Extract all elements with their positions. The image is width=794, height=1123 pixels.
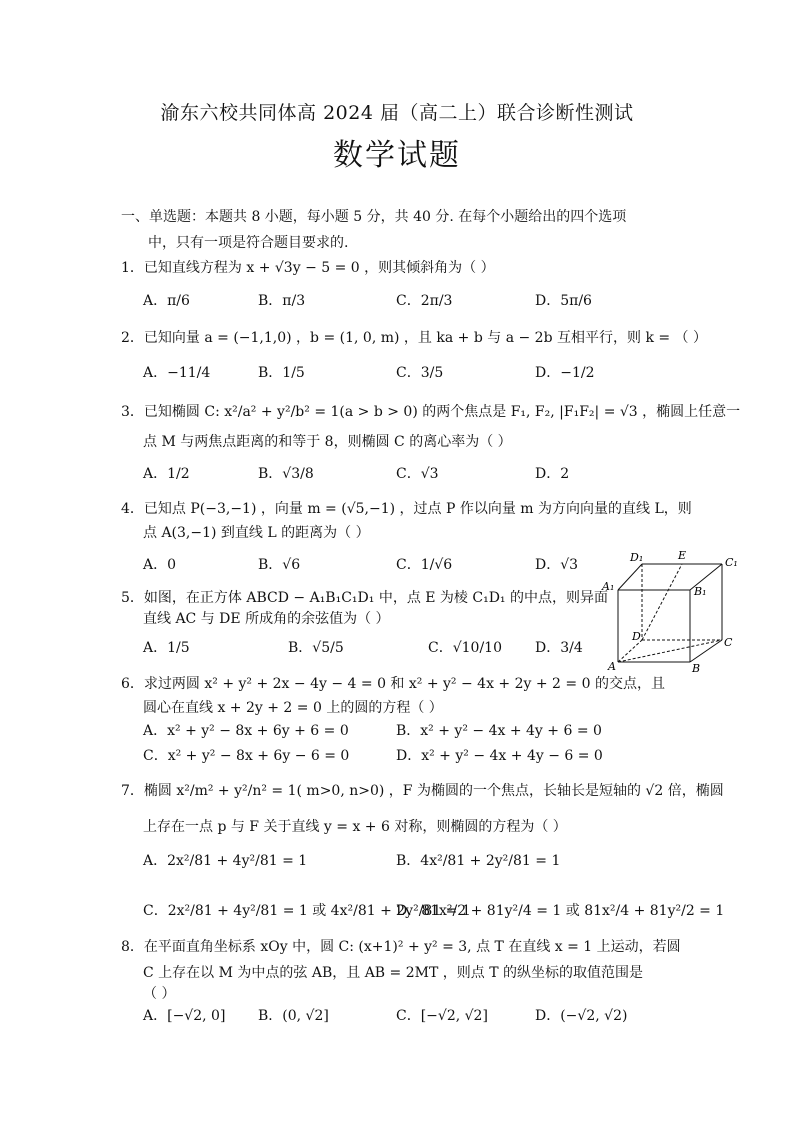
question-7-option-a: A．2x²/81 + 4y²/81 = 1 (143, 853, 308, 869)
question-4-stem-cont: 点 A(3,−1) 到直线 L 的距离为（ ） (143, 525, 370, 541)
question-1-stem: 1．已知直线方程为 x + √3y − 5 = 0 ，则其倾斜角为（ ） (121, 260, 495, 276)
label-a: A (608, 660, 616, 673)
question-1-option-b: B．π/3 (258, 293, 306, 309)
question-4-option-d: D．√3 (535, 557, 579, 573)
question-3-option-a: A．1/2 (143, 466, 190, 482)
label-d: D (632, 630, 641, 643)
question-3-option-b: B．√3/8 (258, 466, 314, 482)
question-7-option-d: D．81x²/2 + 81y²/4 = 1 或 81x²/4 + 81y²/2 = 1 (396, 903, 725, 919)
question-8-stem-cont: C 上存在以 M 为中点的弦 AB，且 AB = 2MT ，则点 T 的纵坐标的取值范围是 (143, 965, 643, 981)
question-1-option-c: C．2π/3 (396, 293, 453, 309)
section-heading-cont: 中，只有一项是符合题目要求的. (148, 235, 349, 251)
question-7-stem: 7．椭圆 x²/m² + y²/n² = 1( m>0, n>0) ，F 为椭圆的一个焦点，长轴长是短轴的 √2 倍，椭圆 (121, 783, 724, 799)
label-e: E (678, 549, 687, 562)
question-5-option-c: C．√10/10 (428, 640, 502, 656)
label-a1: A₁ (602, 580, 615, 593)
question-5-stem: 5．如图，在正方体 ABCD − A₁B₁C₁D₁ 中，点 E 为棱 C₁D₁ 的中点，则异面 (121, 590, 608, 606)
label-b1: B₁ (694, 585, 707, 598)
segment-de (642, 564, 682, 640)
question-8-stem: 8．在平面直角坐标系 xOy 中，圆 C: (x+1)² + y² = 3, 点 T 在直线 x = 1 上运动，若圆 (121, 939, 681, 955)
question-8-option-c: C．[−√2, √2] (396, 1008, 488, 1024)
question-3-stem: 3．已知椭圆 C: x²/a² + y²/b² = 1(a > b > 0) 的两个焦点是 F₁, F₂, |F₁F₂| = √3 ，椭圆上任意一 (121, 404, 741, 420)
exam-subtitle: 数学试题 (333, 138, 461, 173)
question-8-stem-paren: （ ） (143, 986, 176, 1002)
question-3-stem-cont: 点 M 与两焦点距离的和等于 8，则椭圆 C 的离心率为（ ） (143, 434, 512, 450)
label-c1: C₁ (725, 556, 738, 569)
label-d1: D₁ (630, 551, 644, 564)
question-1-option-d: D．5π/6 (535, 293, 592, 309)
question-4-option-a: A．0 (143, 557, 177, 573)
question-5-option-b: B．√5/5 (288, 640, 344, 656)
question-4-option-c: C．1/√6 (396, 557, 453, 573)
question-5-option-d: D．3/4 (535, 640, 583, 656)
question-6-stem-cont: 圆心在直线 x + 2y + 2 = 0 上的圆的方程（ ） (143, 700, 443, 716)
question-7-option-b: B．4x²/81 + 2y²/81 = 1 (396, 853, 561, 869)
question-7-stem-cont: 上存在一点 p 与 F 关于直线 y = x + 6 对称，则椭圆的方程为（ ） (143, 819, 567, 835)
question-8-option-b: B．(0, √2] (258, 1008, 329, 1024)
question-2-option-b: B．1/5 (258, 365, 305, 381)
question-6-stem: 6．求过两圆 x² + y² + 2x − 4y − 4 = 0 和 x² + y² − 4x + 2y + 2 = 0 的交点，且 (121, 676, 665, 692)
cube-figure (600, 548, 750, 680)
question-3-option-d: D．2 (535, 466, 570, 482)
edge-a1d1 (618, 564, 642, 590)
question-2-option-c: C．3/5 (396, 365, 444, 381)
question-6-option-c: C．x² + y² − 8x + 6y − 6 = 0 (143, 748, 350, 764)
edge-ad-hidden (618, 640, 642, 662)
question-4-stem: 4．已知点 P(−3,−1) ，向量 m = (√5,−1) ，过点 P 作以向量 m 为方向向量的直线 L，则 (121, 501, 692, 517)
question-7-option-c: C．2x²/81 + 4y²/81 = 1 或 4x²/81 + 2y²/81 = 1 (143, 903, 471, 919)
question-8-option-d: D．(−√2, √2) (535, 1008, 628, 1024)
question-6-option-a: A．x² + y² − 8x + 6y + 6 = 0 (143, 723, 349, 739)
edge-bc (690, 640, 722, 662)
question-6-option-b: B．x² + y² − 4x + 4y + 6 = 0 (396, 723, 602, 739)
question-3-option-c: C．√3 (396, 466, 439, 482)
question-4-option-b: B．√6 (258, 557, 301, 573)
question-2-option-d: D．−1/2 (535, 365, 595, 381)
section-heading: 一、单选题：本题共 8 小题，每小题 5 分，共 40 分. 在每个小题给出的四个选项 (121, 209, 627, 225)
question-1-option-a: A．π/6 (143, 293, 190, 309)
label-c: C (724, 636, 733, 649)
question-5-option-a: A．1/5 (143, 640, 190, 656)
question-2-option-a: A．−11/4 (143, 365, 211, 381)
question-6-option-d: D．x² + y² − 4x + 4y − 6 = 0 (396, 748, 603, 764)
question-5-stem-cont: 直线 AC 与 DE 所成角的余弦值为（ ） (143, 611, 390, 627)
exam-title: 渝东六校共同体高 2024 届（高二上）联合诊断性测试 (160, 102, 634, 124)
label-b: B (692, 662, 701, 675)
question-8-option-a: A．[−√2, 0] (143, 1008, 226, 1024)
question-2-stem: 2．已知向量 a = (−1,1,0) ，b = (1, 0, m) ，且 ka + b 与 a − 2b 互相平行，则 k = （ ） (121, 330, 708, 346)
